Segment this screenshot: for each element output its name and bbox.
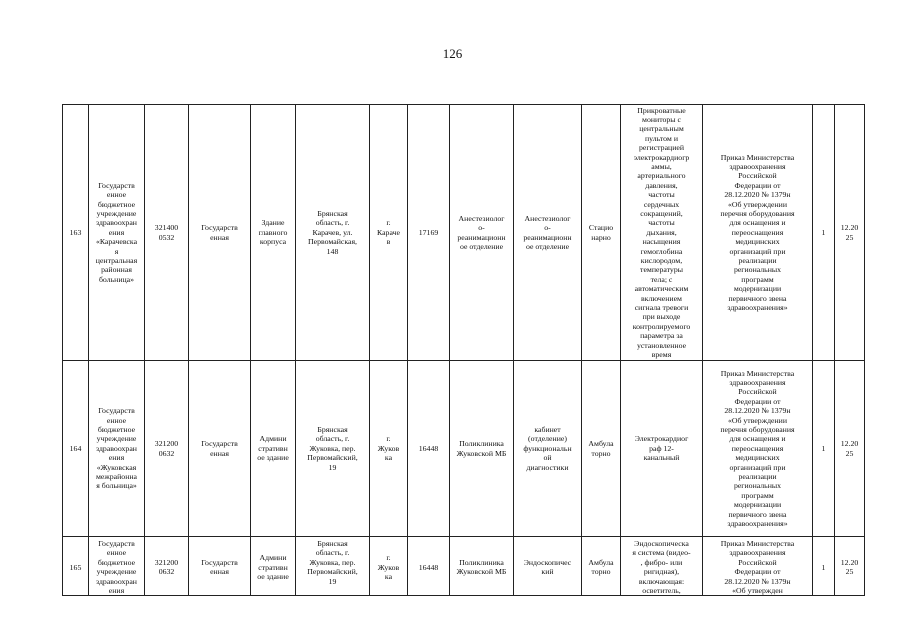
care-type: Стацио нарно [582, 105, 621, 361]
delivery-date: 12.20 25 [835, 105, 865, 361]
institution-name: Государств енное бюджетное учреждение здравоохран ения «Жуковская межрайонна я больница» [89, 361, 145, 537]
table-row [63, 537, 865, 596]
postal-index: 17169 [408, 105, 450, 361]
address: Брянская область, г. Карачев, ул. Первомайская, 148 [296, 105, 370, 361]
institution-code: 321400 0532 [145, 105, 189, 361]
institution-code: 321200 0632 [145, 361, 189, 537]
row-number: 164 [63, 361, 89, 537]
page-number: 126 [442, 46, 463, 61]
city: г. Жуков ка [370, 361, 408, 537]
institution-name: Государств енное бюджетное учреждение здравоохран ения «Карачевска я центральная районная больница» [89, 105, 145, 361]
table-row [63, 361, 865, 537]
equipment: Электрокардиог раф 12- канальный [621, 361, 703, 537]
address: Брянская область, г. Жуковка, пер. Первомайский, 19 [296, 361, 370, 537]
legal-basis: Приказ Министерства здравоохранения Российской Федерации от 28.12.2020 № 1379н «Об утверждении перечня оборудования для оснащения и переоснащения медицинских организаций при реализации региональных программ модернизации первичного звена здравоохранения» [703, 361, 813, 537]
department: Анестезиолог о- реанимационн ое отделение [450, 105, 514, 361]
quantity: 1 [813, 361, 835, 537]
institution-name: Государств енное бюджетное учреждение здравоохран ения [89, 537, 145, 596]
delivery-date: 12.20 25 [835, 537, 865, 596]
city: г. Жуков ка [370, 537, 408, 596]
equipment: Прикроватные мониторы с центральным пультом и регистрацией электрокардиогр аммы, артериального давления, частоты сердечных сокращений, частоты дыхания, насыщения гемоглобина кислородом, температуры тела; с автоматическим включением сигнала тревоги при выходе контролируемого параметра за установленное время [621, 105, 703, 361]
department: Поликлиника Жуковской МБ [450, 361, 514, 537]
ownership-type: Государств енная [189, 105, 251, 361]
city: г. Караче в [370, 105, 408, 361]
care-type: Амбула торно [582, 361, 621, 537]
table-row [63, 105, 865, 361]
building-name: Админи стративн ое здание [251, 361, 296, 537]
address: Брянская область, г. Жуковка, пер. Первомайский, 19 [296, 537, 370, 596]
ownership-type: Государств енная [189, 361, 251, 537]
building-name: Админи стративн ое здание [251, 537, 296, 596]
subdivision: кабинет (отделение) функциональн ой диагностики [514, 361, 582, 537]
postal-index: 16448 [408, 361, 450, 537]
care-type: Амбула торно [582, 537, 621, 596]
row-number: 163 [63, 105, 89, 361]
quantity: 1 [813, 537, 835, 596]
row-number: 165 [63, 537, 89, 596]
equipment-table [62, 104, 865, 596]
quantity: 1 [813, 105, 835, 361]
delivery-date: 12.20 25 [835, 361, 865, 537]
postal-index: 16448 [408, 537, 450, 596]
legal-basis: Приказ Министерства здравоохранения Российской Федерации от 28.12.2020 № 1379н «Об утверждении перечня оборудования для оснащения и переоснащения медицинских организаций при реализации региональных программ модернизации первичного звена здравоохранения» [703, 105, 813, 361]
equipment: Эндоскопическа я система (видео- , фибро- или ригидная), включающая: осветитель, [621, 537, 703, 596]
department: Поликлиника Жуковской МБ [450, 537, 514, 596]
institution-code: 321200 0632 [145, 537, 189, 596]
legal-basis: Приказ Министерства здравоохранения Российской Федерации от 28.12.2020 № 1379н «Об утвержден [703, 537, 813, 596]
building-name: Здание главного корпуса [251, 105, 296, 361]
subdivision: Эндоскопичес кий [514, 537, 582, 596]
ownership-type: Государств енная [189, 537, 251, 596]
subdivision: Анестезиолог о- реанимационн ое отделение [514, 105, 582, 361]
